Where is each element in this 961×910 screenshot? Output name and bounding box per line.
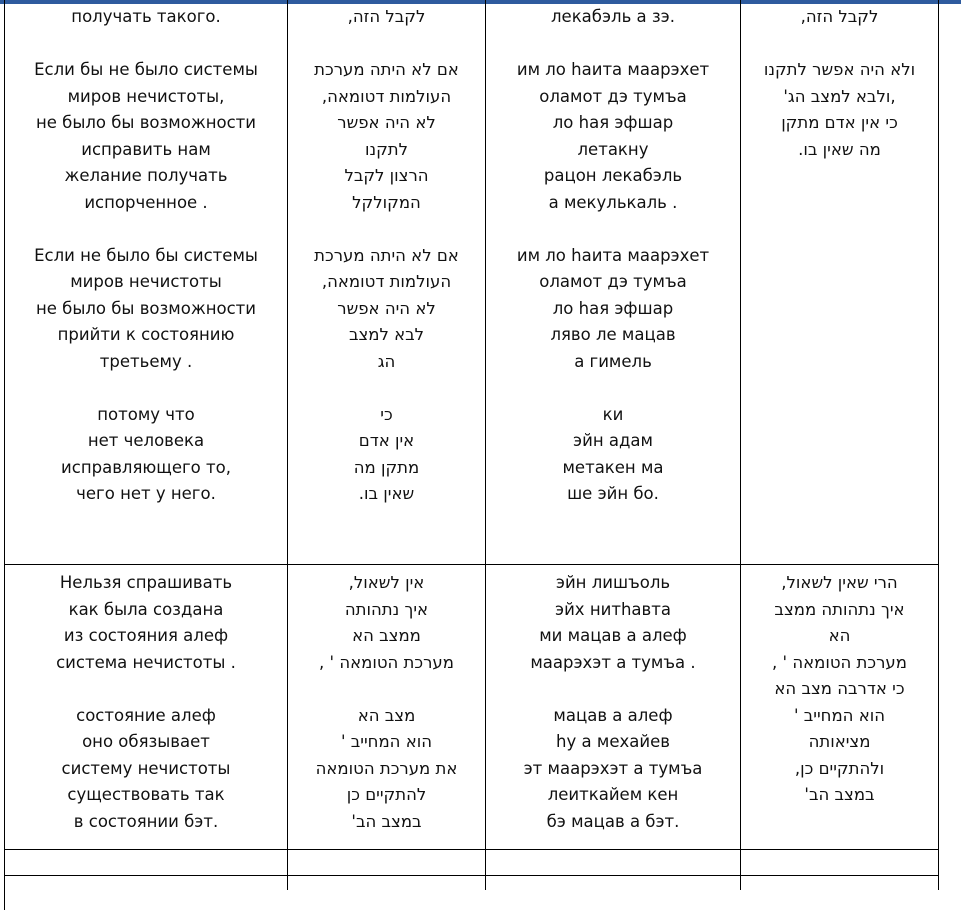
- cell-original: ,לקבל הזה ולא היה אפשר לתקנו 'ולבא למצב הג, כי אין אדם מתקן .מה שאין בו: [763, 7, 916, 159]
- cell-transliteration: эйн лишъоль эйх нитhавта ми мацав а алеф маарэхэт а тумъа . мацав а алеф hу а мехайев эт маарэхэт а тумъа леиткайем кен бэ мацав а бэт.: [523, 573, 703, 831]
- row-divider: [4, 875, 939, 876]
- cell-transliteration: лекабэль а зэ. им ло hаита маарэхет оламот дэ тумъа ло haя эфшар летакну рацон лекабэль а мекулькаль . им ло hаита маарэхет оламот дэ тумъа ло hая эфшар ляво ле мацав а гимель ки эйн адам метакен ма ше эйн бо.: [516, 7, 710, 503]
- cell-hebrew: ,אין לשאול איך נתהותה ממצב הא , ' מערכת הטומאה מצב הא ' הוא המחייב את מערכת הטומאה להתקיים כן 'במצב הב: [315, 573, 458, 831]
- cell-russian: Нельзя спрашивать как была создана из состояния алеф система нечистоты . состояние алеф оно обязывает систему нечистоты существовать так в состоянии бэт.: [56, 573, 236, 831]
- cell-hebrew: ,לקבל הזה אם לא היתה מערכת ,העולמות דטומאה לא היה אפשר לתקנו הרצון לקבל המקולקל אם לא היתה מערכת ,העולמות דטומאה לא היה אפשר לבא למצב הג כי אין אדם מתקן מה .שאין בו: [314, 7, 459, 503]
- cell-russian: получать такого. Если бы не было системы миров нечистоты, не было бы возможности исправить нам желание получать испорченное . Если не было бы системы миров нечистоты не было бы возможности прийти к состоянию третьему . потому что нет человека исправляющего то, чего нет у него.: [34, 7, 258, 503]
- row-divider: [4, 849, 939, 850]
- row-divider: [4, 564, 939, 565]
- cell-original: ,הרי שאין לשאול איך נתהותה ממצב הא , ' מערכת הטומאה כי אדרבה מצב הא ' הוא המחייב מציאותה ,ולהתקיים כן 'במצב הב: [772, 573, 907, 804]
- column-divider: [938, 0, 939, 890]
